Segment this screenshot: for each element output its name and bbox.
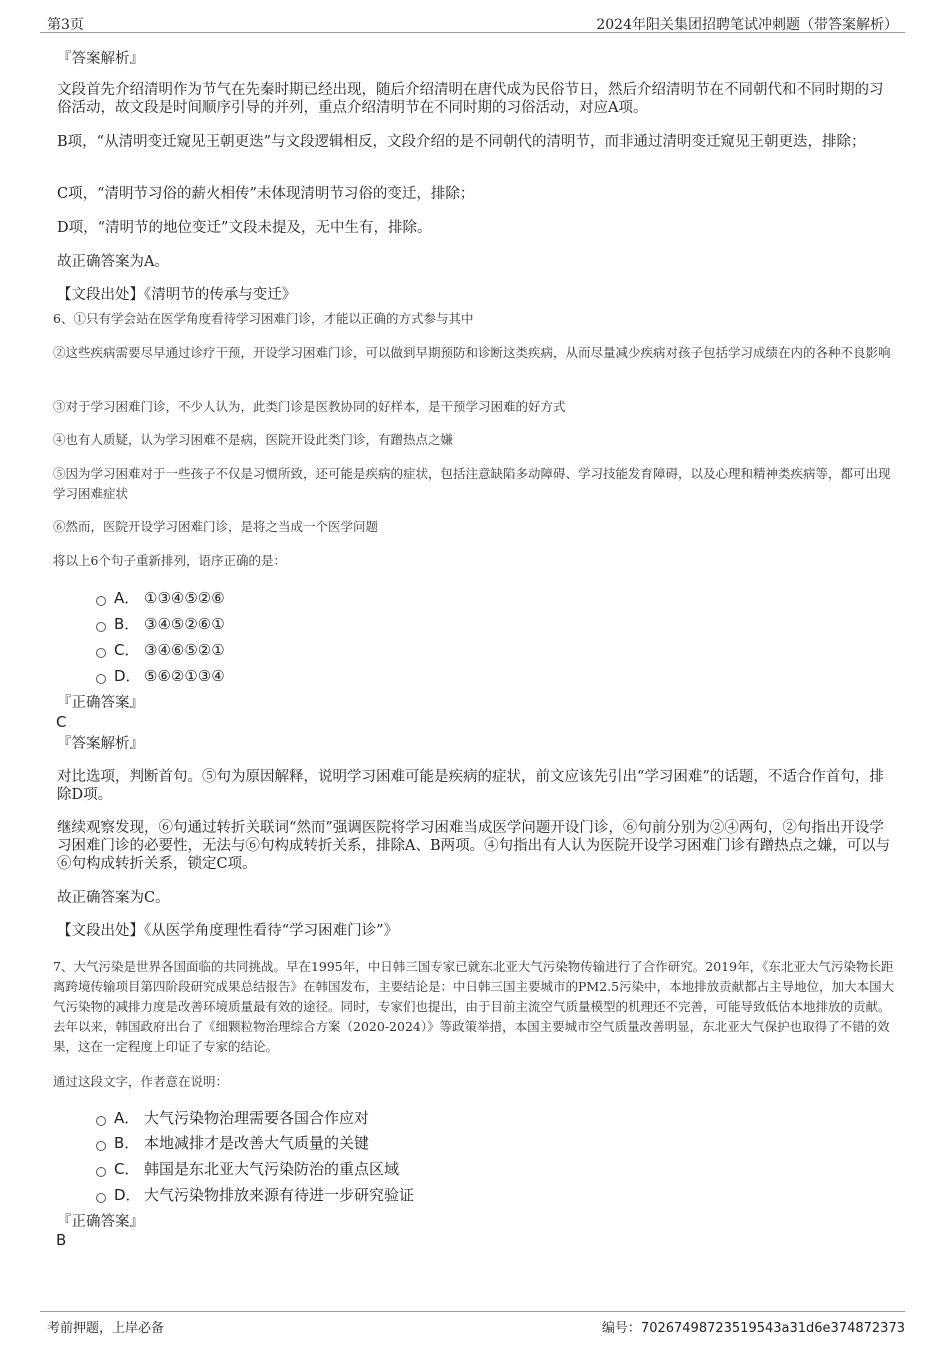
radio-icon[interactable] bbox=[96, 622, 106, 632]
q6-sentence-1: 6、①只有学会站在医学角度看待学习困难门诊，才能以正确的方式参与其中 bbox=[53, 311, 474, 326]
q6-question: 将以上6个句子重新排列，语序正确的是： bbox=[53, 553, 286, 568]
q6-option-c[interactable]: C． ③④⑥⑤②① bbox=[96, 641, 225, 659]
page-header bbox=[40, 10, 905, 33]
q6-sentence-4: ④也有人质疑，认为学习困难不是病，医院开设此类门诊，有蹭热点之嫌 bbox=[53, 432, 454, 447]
q6-option-b[interactable]: B． ③④⑤②⑥① bbox=[96, 615, 225, 633]
page-number: 第3页 bbox=[47, 17, 84, 33]
answer-label: 『正确答案』 bbox=[57, 1214, 144, 1230]
source-citation: 【文段出处】《清明节的传承与变迁》 bbox=[57, 287, 297, 303]
analysis-label: 『答案解析』 bbox=[57, 736, 144, 752]
radio-icon[interactable] bbox=[96, 674, 106, 684]
q7-option-c[interactable]: C． 韩国是东北亚大气污染防治的重点区域 bbox=[96, 1160, 399, 1178]
analysis-paragraph: 故正确答案为A。 bbox=[57, 254, 169, 270]
document-code: 编号：70267498723519543a31d6e374872373 bbox=[601, 1321, 905, 1336]
radio-icon[interactable] bbox=[96, 596, 106, 606]
q7-option-a[interactable]: A． 大气污染物治理需要各国合作应对 bbox=[96, 1109, 369, 1127]
source-citation: 【文段出处】《从医学角度理性看待“学习困难门诊”》 bbox=[57, 923, 399, 939]
q6-option-a[interactable]: A． ①③④⑤②⑥ bbox=[96, 589, 225, 607]
analysis-paragraph: 对比选项，判断首句。⑤句为原因解释，说明学习困难可能是疾病的症状，前文应该先引出“学习困难”的话题，不适合作首句，排除D项。 bbox=[57, 769, 884, 803]
radio-icon[interactable] bbox=[96, 1141, 106, 1151]
radio-icon[interactable] bbox=[96, 1116, 106, 1126]
q7-question: 通过这段文字，作者意在说明： bbox=[53, 1074, 229, 1089]
analysis-paragraph: 故正确答案为C。 bbox=[57, 890, 170, 906]
analysis-paragraph: C项，“清明节习俗的薪火相传”未体现清明节习俗的变迁，排除； bbox=[57, 186, 475, 202]
analysis-paragraph: 继续观察发现，⑥句通过转折关联词“然而”强调医院将学习困难当成医学问题开设门诊，⑥句前分别为②④两句，②句指出开设学习困难门诊的必要性，无法与⑥句构成转折关系，排除A、B两项。④句指出有人认为医院开设学习困难门诊有蹭热点之嫌，可以与⑥句构成转折关系，锁定C项。 bbox=[57, 820, 891, 872]
analysis-label: 『答案解析』 bbox=[57, 51, 144, 67]
analysis-paragraph: B项，“从清明变迁窥见王朝更迭”与文段逻辑相反，文段介绍的是不同朝代的清明节，而非通过清明变迁窥见王朝更迭，排除； bbox=[57, 134, 866, 150]
correct-answer: C bbox=[56, 713, 67, 731]
radio-icon[interactable] bbox=[96, 1167, 106, 1177]
correct-answer: B bbox=[56, 1231, 67, 1249]
q6-sentence-3: ③对于学习困难门诊，不少人认为，此类门诊是医教协同的好样本，是干预学习困难的好方式 bbox=[53, 399, 566, 414]
radio-icon[interactable] bbox=[96, 648, 106, 658]
page-footer bbox=[40, 1311, 905, 1336]
q7-option-d[interactable]: D． 大气污染物排放来源有待进一步研究验证 bbox=[96, 1186, 414, 1204]
answer-label: 『正确答案』 bbox=[57, 695, 144, 711]
document-title: 2024年阳关集团招聘笔试冲刺题（带答案解析） bbox=[596, 17, 898, 33]
q7-option-b[interactable]: B． 本地减排才是改善大气质量的关键 bbox=[96, 1134, 369, 1152]
analysis-paragraph: 文段首先介绍清明作为节气在先秦时期已经出现，随后介绍清明在唐代成为民俗节日，然后介绍清明节在不同朝代和不同时期的习俗活动，故文段是时间顺序引导的并列，重点介绍清明节在不同时期的习俗活动，对应A项。 bbox=[57, 82, 884, 116]
footer-slogan: 考前押题，上岸必备 bbox=[47, 1321, 165, 1336]
q6-sentence-5: ⑤因为学习困难对于一些孩子不仅是习惯所致，还可能是疾病的症状，包括注意缺陷多动障碍、学习技能发育障碍，以及心理和精神类疾病等，都可出现学习困难症状 bbox=[53, 466, 891, 501]
analysis-paragraph: D项，“清明节的地位变迁”文段未提及，无中生有，排除。 bbox=[57, 220, 432, 236]
radio-icon[interactable] bbox=[96, 1193, 106, 1203]
q7-stem: 7、大气污染是世界各国面临的共同挑战。早在1995年，中日韩三国专家已就东北亚大气污染物传输进行了合作研究。2019年，《东北亚大气污染物长距离跨境传输项目第四阶段研究成果总结报告》在韩国发布，主要结论是：中日韩三国主要城市的PM2.5污染中，本地排放贡献都占主导地位，加大本国大气污染物的减排力度是改善环境质量最有效的途径。同时，专家们也提出，由于目前主流空气质量模型的机理还不完善，可能导致低估本地排放的贡献。去年以来，韩国政府出台了《细颗粒物治理综合方案（2020-2024）》等政策举措，本国主要城市空气质量改善明显，东北亚大气保护也取得了不错的效果，这在一定程度上印证了专家的结论。 bbox=[53, 959, 895, 1054]
q6-sentence-2: ②这些疾病需要尽早通过诊疗干预，开设学习困难门诊，可以做到早期预防和诊断这类疾病，从而尽量减少疾病对孩子包括学习成绩在内的各种不良影响 bbox=[53, 345, 891, 360]
q6-sentence-6: ⑥然而，医院开设学习困难门诊，是将之当成一个医学问题 bbox=[53, 519, 379, 534]
q6-option-d[interactable]: D． ⑤⑥②①③④ bbox=[96, 667, 225, 685]
